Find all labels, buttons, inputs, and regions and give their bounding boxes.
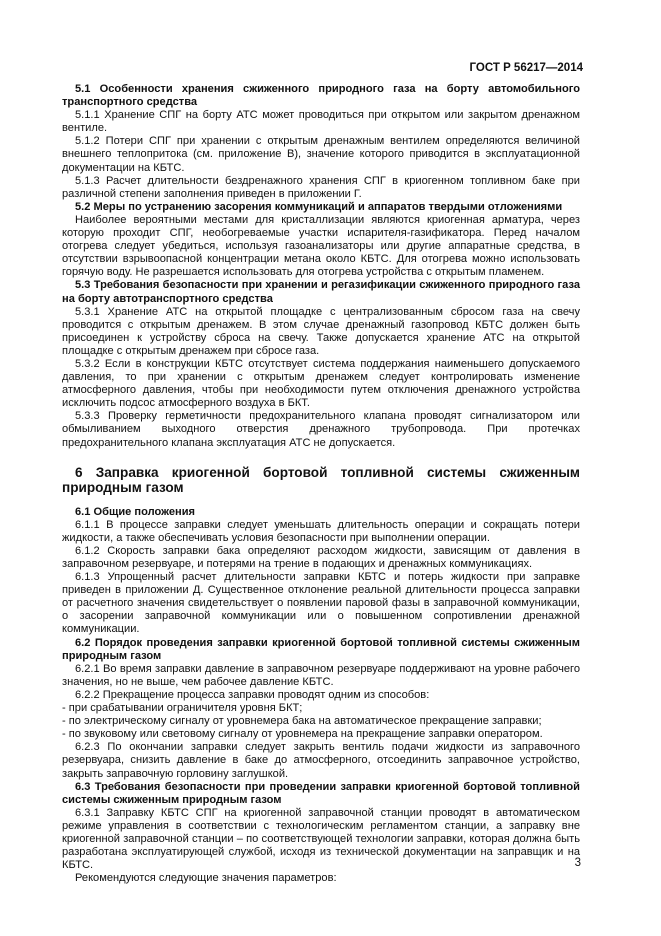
- list-item: - по звуковому или световому сигналу от уровнемера на прекращение заправки оператором.: [62, 728, 543, 741]
- page-number: 3: [574, 857, 581, 869]
- paragraph: 5.3.1 Хранение АТС на открытой площадке с централизованным сбросом газа на свечу проводится с открытым дренажем. В этом случае дренажный газопровод КБТС должен быть присоединен к устройству сброса на свечу. Также допускается хранение АТС на открытой площадке с открытым дренажем при сбросе газа.: [62, 305, 580, 357]
- subsection-heading: 5.1 Особенности хранения сжиженного природного газа на борту автомобильного транспортного средства: [62, 83, 580, 109]
- section-heading: 6 Заправка криогенной бортовой топливной системы сжиженным природным газом: [62, 464, 580, 496]
- list-item: - при срабатывании ограничителя уровня БКТ;: [62, 702, 303, 715]
- subsection-heading: 6.3 Требования безопасности при проведении заправки криогенной бортовой топливной системы сжиженным природным газом: [62, 780, 580, 806]
- paragraph: 6.1.1 В процессе заправки следует уменьшать длительность операции и сокращать потери жидкости, а также обеспечивать условия безопасности при выполнении операции.: [62, 518, 580, 544]
- document-body: [62, 83, 580, 885]
- paragraph: 6.2.1 Во время заправки давление в заправочном резервуаре поддерживают на уровне рабочего значения, но не выше, чем рабочее давление КБТС.: [62, 662, 580, 688]
- paragraph: 6.3.1 Заправку КБТС СПГ на криогенной заправочной станции проводят в автоматическом режиме управления в соответствии с технологическим регламентом станции, а заправку вне криогенной заправочной станции – по соответствующей технологии заправки, которая должна быть разработана эксплуатирующей службой, исходя из технической документации на заправщик и на КБТС.: [62, 806, 580, 872]
- subsection-heading: 5.3 Требования безопасности при хранении и регазификации сжиженного природного газа на борту автотранспортного средства: [62, 279, 580, 305]
- paragraph: 5.3.3 Проверку герметичности предохранительного клапана проводят сигнализатором или обмыливанием выходного отверстия дренажного трубопровода. При протечках предохранительного клапана эксплуатация АТС не допускается.: [62, 410, 580, 449]
- paragraph: 5.1.3 Расчет длительности бездренажного хранения СПГ в криогенном топливном баке при различной степени заполнения приведен в приложении Г.: [62, 174, 580, 200]
- paragraph: 6.1.3 Упрощенный расчет длительности заправки КБТС и потерь жидкости при заправке приведен в приложении Д. Существенное отклонение реальной длительности процесса заправки от расчетного значения свидетельствует о появлении паровой фазы в заправочной коммуникации, о засорении заправочной коммуникации или о повышенном сопротивлении дренажной коммуникации.: [62, 571, 580, 636]
- paragraph: 6.2.3 По окончании заправки следует закрыть вентиль подачи жидкости из заправочного резервуара, снизить давление в баке до атмосферного, отсоединить заправочное устройство, закрыть заправочную горловину заглушкой.: [62, 741, 580, 780]
- paragraph: 6.2.2 Прекращение процесса заправки проводят одним из способов:: [75, 688, 430, 701]
- paragraph: 5.1.2 Потери СПГ при хранении с открытым дренажным вентилем определяются величиной внешнего теплопритока (см. приложение В), значение которого приводится в эксплуатационной документации на КБТС.: [62, 135, 580, 174]
- paragraph: Наиболее вероятными местами для кристаллизации являются криогенная арматура, через которую проходит СПГ, необогреваемые участки испарителя-газификатора. Перед началом отогрева следует убедиться, используя газоанализаторы или другие аппаратные средства, в отсутствии взрывоопасной концентрации метана около КБТС. Для отогрева можно использовать горячую воду. Не разрешается использовать для отогрева устройства с открытым пламенем.: [62, 213, 580, 279]
- list-item: - по электрическому сигналу от уровнемера бака на автоматическое прекращение заправки;: [62, 715, 542, 728]
- paragraph: 5.1.1 Хранение СПГ на борту АТС может проводиться при открытом или закрытом дренажном вентиле.: [62, 109, 580, 135]
- subsection-heading: 6.2 Порядок проведения заправки криогенной бортовой топливной системы сжиженным природным газом: [62, 636, 580, 662]
- paragraph: 5.3.2 Если в конструкции КБТС отсутствует система поддержания наименьшего допускаемого давления, то при хранении с открытым дренажем следует контролировать изменение атмосферного давления, чтобы при необходимости путем отключения дренажного устройства исключить подсос атмосферного воздуха в БКТ.: [62, 357, 580, 410]
- paragraph: 6.1.2 Скорость заправки бака определяют расходом жидкости, зависящим от давления в заправочном резервуаре, и потерями на трение в подающих и дренажных коммуникациях.: [62, 544, 580, 570]
- subsection-heading: 6.1 Общие положения: [75, 505, 196, 518]
- document-code-header: ГОСТ Р 56217—2014: [469, 62, 583, 74]
- paragraph: Рекомендуются следующие значения параметров:: [75, 872, 337, 885]
- subsection-heading: 5.2 Меры по устранению засорения коммуникаций и аппаратов твердыми отложениями: [75, 200, 563, 213]
